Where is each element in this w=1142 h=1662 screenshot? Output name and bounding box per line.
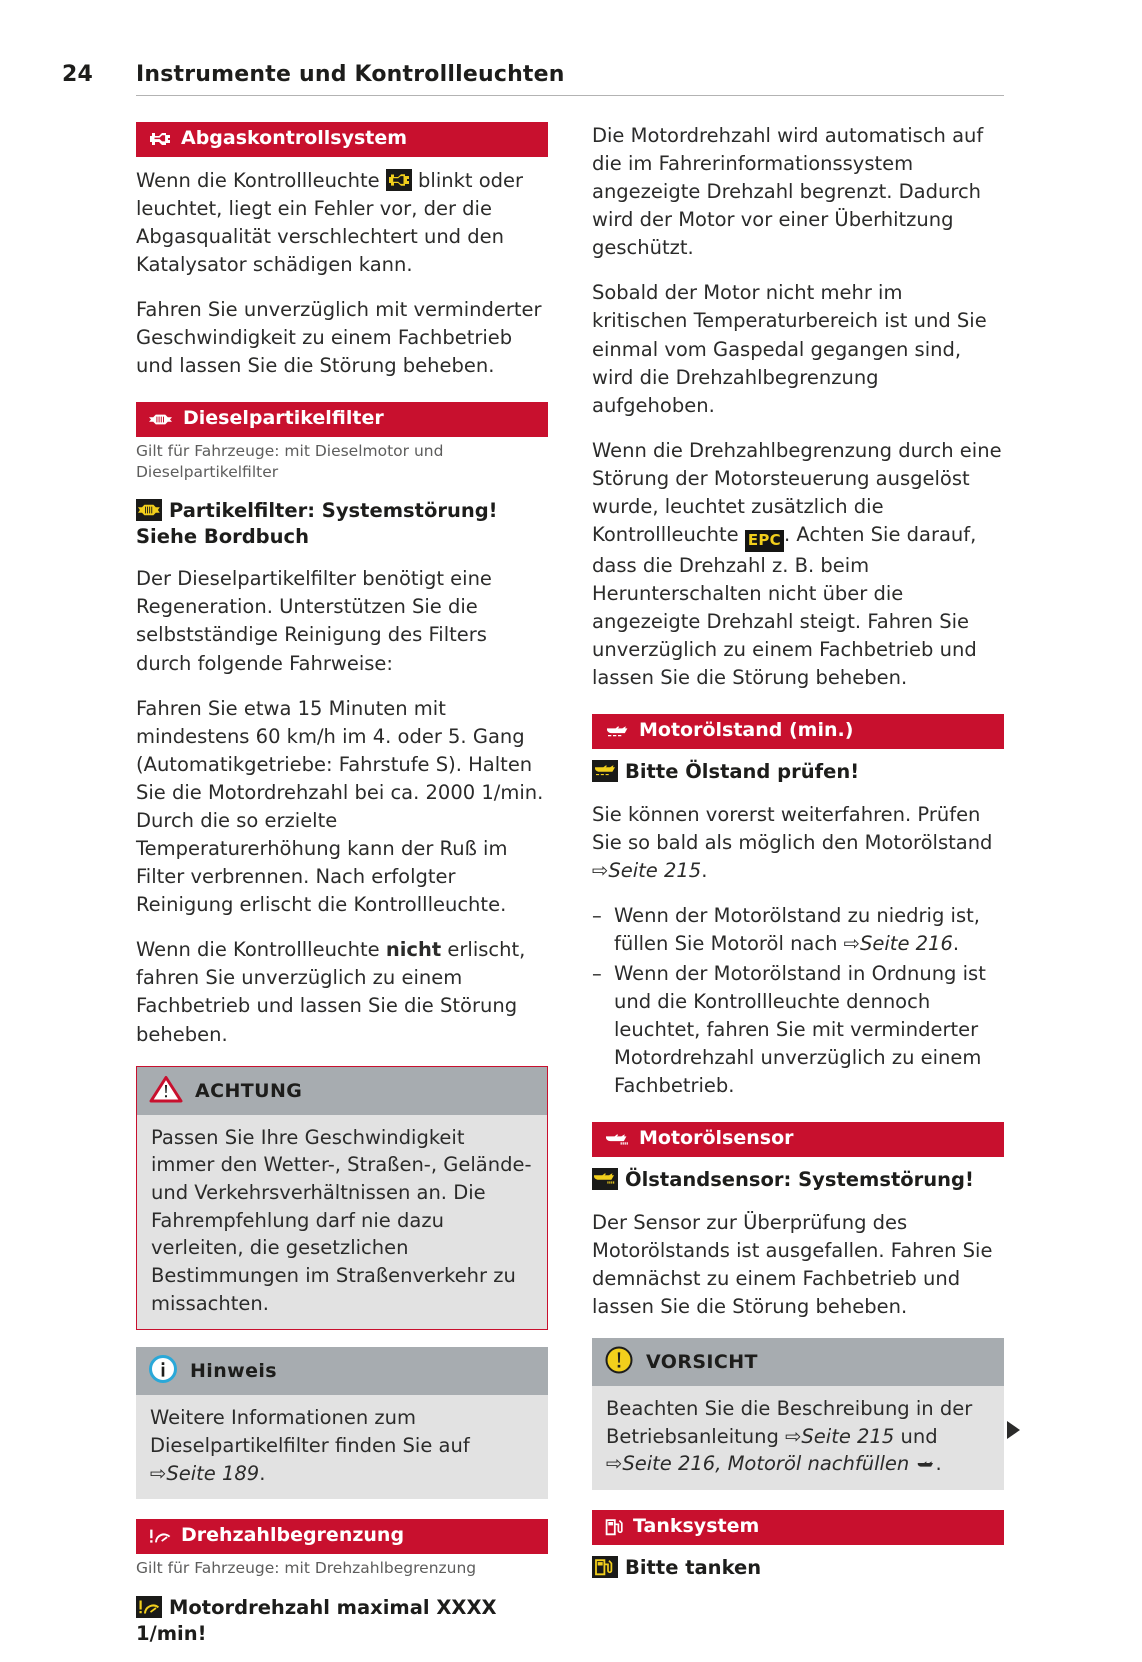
section-header-dieselpartikelfilter bbox=[136, 402, 548, 437]
engine-warning-icon bbox=[386, 169, 412, 191]
oil-sensor-icon bbox=[592, 1168, 618, 1190]
page-ref-arrow-icon: ⇨ bbox=[785, 1424, 802, 1448]
section-title: Motorölstand (min.) bbox=[639, 719, 854, 742]
diesel-particulate-filter-icon bbox=[136, 499, 162, 521]
oil-can-min-icon bbox=[592, 760, 618, 782]
rev-continuation-paragraph-1: Die Motordrehzahl wird automatisch auf die im Fahrerinformationssystem angezeigte Drehzahl begrenzt. Dadurch wird der Motor vor einer Überhitzung geschützt. bbox=[592, 124, 984, 260]
page-reference: Seite 215 bbox=[608, 858, 702, 882]
abgas-paragraph-2: Fahren Sie unverzüglich mit verminderter Geschwindigkeit zu einem Fachbetrieb und lassen Sie die Störung beheben. bbox=[136, 298, 542, 378]
oil-can-min-icon bbox=[604, 723, 630, 739]
note-box-hinweis bbox=[136, 1347, 548, 1499]
caution-box-text: Beachten Sie die Beschreibung in der Betriebsanleitung ⇨Seite 215 und ⇨Seite 216, Motoröl nachfüllen . bbox=[592, 1386, 1004, 1490]
oil-can-inline-symbol bbox=[916, 1452, 936, 1475]
list-item: – Wenn der Motorölstand in Ordnung ist und die Kontrollleuchte dennoch leuchtet, fahren Sie mit verminderter Motordrehzahl unverzüglich zu einem Fachbetrieb. bbox=[592, 960, 1004, 1100]
rev-applicability: Gilt für Fahrzeuge: mit Drehzahlbegrenzung bbox=[136, 1559, 477, 1578]
fuel-pump-icon bbox=[592, 1556, 618, 1578]
oillevel-bullet-list bbox=[592, 902, 1004, 1101]
caution-box-vorsicht bbox=[592, 1338, 1004, 1490]
note-box-text: Weitere Informationen zum Dieselpartikelfilter finden Sie auf ⇨Seite 189. bbox=[136, 1395, 548, 1499]
section-title: Abgaskontrollsystem bbox=[181, 127, 408, 149]
rev-limiter-icon bbox=[136, 1596, 162, 1618]
section-header-motoroelsensor bbox=[592, 1122, 1004, 1157]
page-number: 24 bbox=[62, 62, 94, 87]
page-ref-arrow-icon: ⇨ bbox=[150, 1461, 167, 1485]
dpf-applicability: Gilt für Fahrzeuge: mit Dieselmotor und Dieselpartikelfilter bbox=[136, 442, 444, 481]
warning-box-achtung bbox=[136, 1066, 548, 1331]
header-rule bbox=[136, 95, 1004, 96]
epc-warning-icon: EPC bbox=[745, 530, 784, 552]
page-ref-arrow-icon: ⇨ bbox=[592, 858, 609, 882]
section-title: Tanksystem bbox=[633, 1515, 760, 1538]
note-box-label: Hinweis bbox=[190, 1360, 278, 1383]
section-header-motoroelstand bbox=[592, 714, 1004, 749]
warning-triangle-icon bbox=[149, 1074, 183, 1108]
dpf-lead-line: Partikelfilter: Systemstörung! Siehe Bordbuch bbox=[136, 498, 498, 549]
list-item: – Wenn der Motorölstand zu niedrig ist, füllen Sie Motoröl nach ⇨Seite 216. bbox=[592, 902, 1004, 958]
fuel-pump-icon bbox=[604, 1517, 624, 1537]
oilsensor-lead-line: Ölstandsensor: Systemstörung! bbox=[592, 1167, 1004, 1193]
left-column bbox=[136, 122, 548, 1662]
abgas-paragraph-1: Wenn die Kontrollleuchte blinkt oder leuchtet, liegt ein Fehler vor, der die Abgasqualität verschlechtert und den Katalysator schädigen kann. bbox=[136, 168, 524, 277]
oilsensor-paragraph-1: Der Sensor zur Überprüfung des Motorölstands ist ausgefallen. Fahren Sie demnächst zu einem Fachbetrieb und lassen Sie die Störung beheben. bbox=[592, 1210, 993, 1318]
info-circle-icon bbox=[148, 1354, 178, 1388]
section-title: Dieselpartikelfilter bbox=[183, 407, 384, 430]
right-column bbox=[592, 122, 1004, 1596]
rev-lead-line: Motordrehzahl maximal XXXX 1/min! bbox=[136, 1595, 497, 1645]
section-title: Drehzahlbegrenzung bbox=[181, 1524, 405, 1547]
rev-limiter-icon bbox=[148, 1527, 172, 1545]
section-title: Motorölsensor bbox=[639, 1127, 794, 1150]
rev-continuation-paragraph-2: Sobald der Motor nicht mehr im kritischen Temperaturbereich ist und Sie einmal vom Gaspedal gegangen sind, wird die Drehzahlbegrenzung aufgehoben. bbox=[592, 281, 987, 417]
caution-circle-icon bbox=[604, 1345, 634, 1379]
oillevel-paragraph-1: Sie können vorerst weiterfahren. Prüfen Sie so bald als möglich den Motorölstand ⇨Seite 215. bbox=[592, 802, 993, 882]
page-reference: Seite 216, Motoröl nachfüllen bbox=[622, 1452, 910, 1476]
page-reference: Seite 215 bbox=[801, 1424, 895, 1448]
oil-sensor-icon bbox=[604, 1131, 630, 1147]
page-reference: Seite 216 bbox=[860, 931, 953, 955]
diesel-particulate-filter-icon bbox=[148, 412, 174, 427]
running-head bbox=[0, 62, 1142, 104]
rev-continuation-paragraph-3: Wenn die Drehzahlbegrenzung durch eine Störung der Motorsteuerung ausgelöst wurde, leuchtet zusätzlich die Kontrollleuchte EPC . Achten Sie darauf, dass die Drehzahl z. B. beim Herunterschalten nicht über die angezeigte Drehzahl steigt. Fahren Sie unverzüglich zu einem Fachbetrieb und lassen Sie die Störung beheben. bbox=[592, 438, 1002, 690]
warning-box-header bbox=[137, 1067, 547, 1115]
chapter-title: Instrumente und Kontrollleuchten bbox=[136, 62, 565, 87]
page-reference: Seite 189 bbox=[166, 1461, 260, 1485]
page-ref-arrow-icon: ⇨ bbox=[843, 931, 861, 955]
engine-warning-icon bbox=[148, 130, 172, 147]
section-header-drehzahlbegrenzung bbox=[136, 1519, 548, 1554]
caution-box-label: VORSICHT bbox=[646, 1351, 758, 1373]
page-ref-arrow-icon: ⇨ bbox=[606, 1452, 623, 1476]
note-box-header bbox=[136, 1347, 548, 1395]
dpf-paragraph-1: Der Dieselpartikelfilter benötigt eine Regeneration. Unterstützen Sie die selbstständige Reinigung des Filters durch folgende Fahrweise: bbox=[136, 567, 492, 675]
warning-box-label: ACHTUNG bbox=[195, 1079, 303, 1102]
dpf-paragraph-2: Fahren Sie etwa 15 Minuten mit mindestens 60 km/h im 4. oder 5. Gang (Automatikgetriebe: Fahrstufe S). Halten Sie die Motordrehzahl bei ca. 2000 1/min. Durch die so erzielte Temperaturerhöhung kann der Ruß im Filter verbrennen. Nach erfolgter Reinigung erlischt die Kontrollleuchte. bbox=[136, 696, 544, 917]
tank-lead-line: Bitte tanken bbox=[592, 1555, 1004, 1581]
section-header-abgaskontrollsystem bbox=[136, 122, 548, 157]
caution-box-header bbox=[592, 1338, 1004, 1386]
page-turn-marker-icon bbox=[1007, 1421, 1020, 1439]
warning-box-text: Passen Sie Ihre Geschwindigkeit immer den Wetter-, Straßen-, Gelände- und Verkehrsverhältnissen an. Die Fahrempfehlung darf nie dazu verleiten, die gesetzlichen Bestimmungen im Straßenverkehr zu missachten. bbox=[137, 1115, 547, 1330]
dpf-paragraph-3: Wenn die Kontrollleuchte nicht erlischt, fahren Sie unverzüglich zu einem Fachbetrieb und lassen Sie die Störung beheben. bbox=[136, 938, 526, 1046]
oillevel-lead-line: Bitte Ölstand prüfen! bbox=[592, 759, 1004, 785]
section-header-tanksystem bbox=[592, 1510, 1004, 1545]
